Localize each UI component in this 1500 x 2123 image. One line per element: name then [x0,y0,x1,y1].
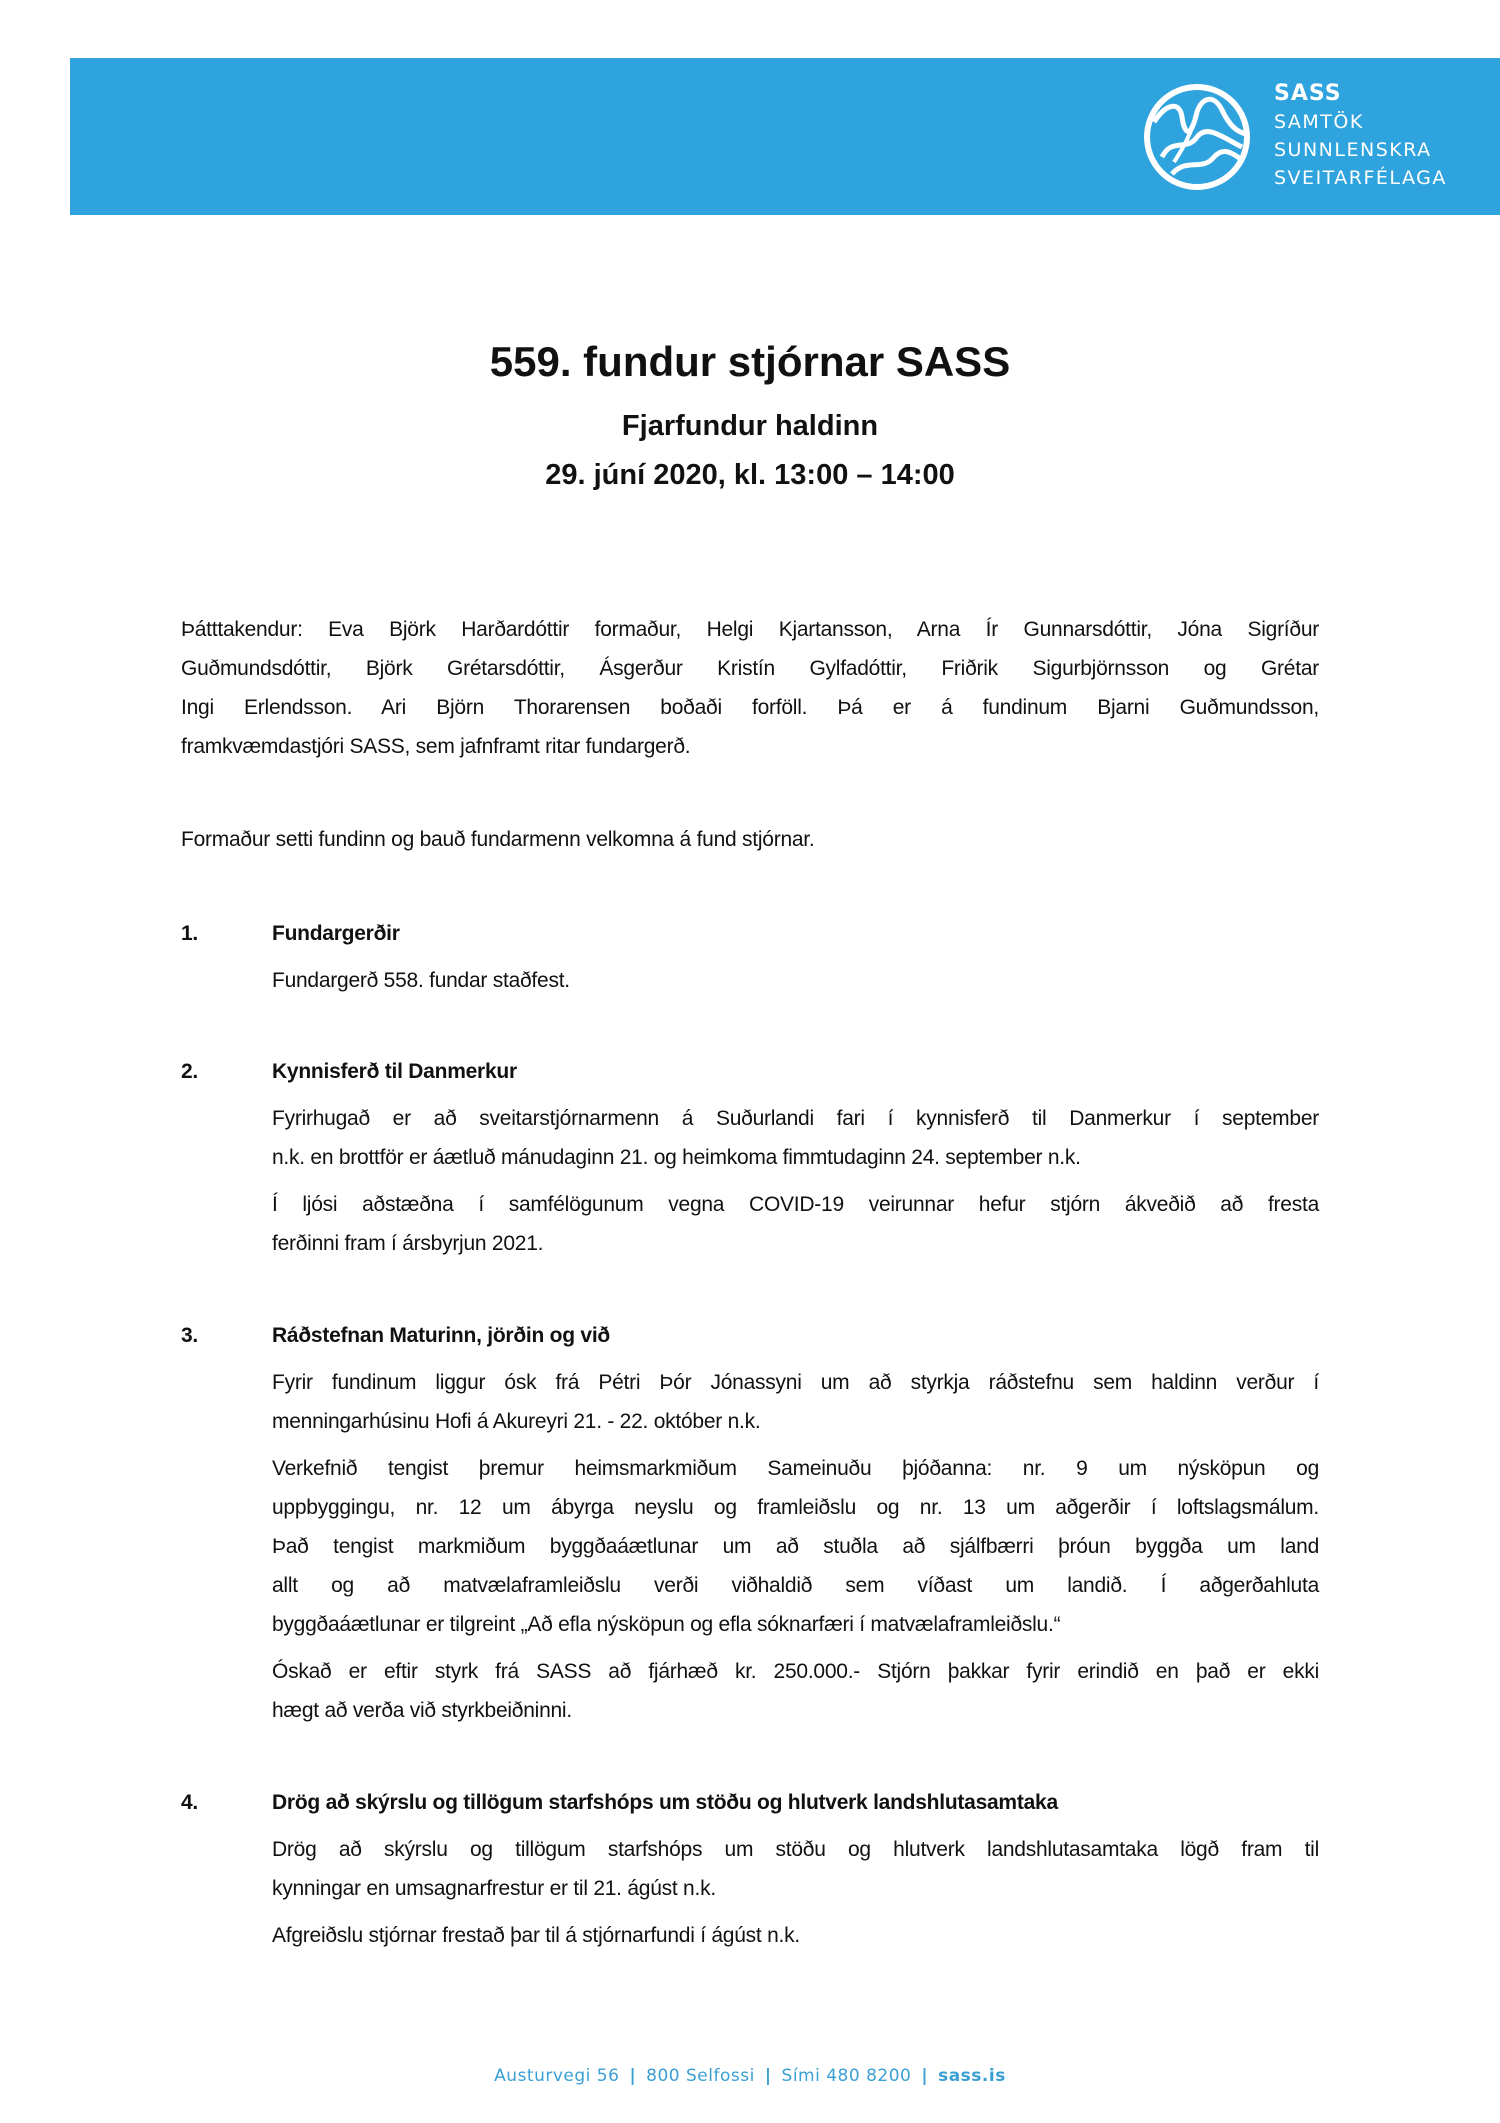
footer-separator: | [764,2066,772,2086]
text-line: Afgreiðslu stjórnar frestað þar til á stjórnarfundi í ágúst n.k. [272,1924,800,1947]
item-number: 3. [181,1324,199,1347]
item-heading: Fundargerðir [272,922,400,945]
item-heading: Ráðstefnan Maturinn, jörðin og við [272,1324,610,1347]
brand-line: SAMTÖK [1274,111,1364,133]
text-line: hægt að verða við styrkbeiðninni. [272,1699,572,1722]
text-line: ferðinni fram í ársbyrjun 2021. [272,1232,544,1255]
agenda-item [181,1783,1319,1955]
brand-short: SASS [1274,81,1342,106]
item-paragraph [272,1185,1319,1263]
text-line: framkvæmdastjóri SASS, sem jafnframt ritar fundargerð. [181,735,691,758]
text-line: Óskað er eftir styrk frá SASS að fjárhæð kr. 250.000.- Stjórn þakkar fyrir erindið en það er ekki [272,1660,1319,1683]
text-line: allt og að matvælaframleiðslu verði viðhaldið sem víðast um landið. Í aðgerðahluta [272,1574,1319,1597]
item-heading: Kynnisferð til Danmerkur [272,1060,517,1083]
footer-city: 800 Selfossi [646,2066,755,2086]
agenda-item [181,914,1319,1000]
footer-address: Austurvegi 56 [494,2066,620,2086]
opening-paragraph [181,820,1319,859]
meeting-date: 29. júní 2020, kl. 13:00 – 14:00 [545,459,955,491]
item-content [272,1316,1319,1730]
text-line: Verkefnið tengist þremur heimsmarkmiðum Sameinuðu þjóðanna: nr. 9 um nýsköpun og [272,1457,1319,1480]
footer-separator: | [921,2066,929,2086]
text-line: Þátttakendur: Eva Björk Harðardóttir formaður, Helgi Kjartansson, Arna Ír Gunnarsdóttir, Jóna Sigríður [181,618,1319,641]
agenda-item [181,1052,1319,1263]
text-line: menningarhúsinu Hofi á Akureyri 21. - 22. október n.k. [272,1410,761,1433]
text-line: Guðmundsdóttir, Björk Grétarsdóttir, Ásgerður Kristín Gylfadóttir, Friðrik Sigurbjörnsson og Grétar [181,657,1319,680]
item-content [272,914,1319,1000]
text-line: uppbyggingu, nr. 12 um ábyrga neyslu og framleiðslu og nr. 13 um aðgerðir í loftslagsmálum. [272,1496,1319,1519]
text-line: Fyrir fundinum liggur ósk frá Pétri Þór Jónassyni um að styrkja ráðstefnu sem haldinn verður í [272,1371,1319,1394]
item-paragraph [272,961,1319,1000]
item-paragraph [272,1830,1319,1908]
brand-line: SVEITARFÉLAGA [1274,167,1447,189]
item-content [272,1052,1319,1263]
item-paragraph [272,1363,1319,1441]
text-line: Það tengist markmiðum byggðaáætlunar um að stuðla að sjálfbærri þróun byggða um land [272,1535,1319,1558]
page-title: 559. fundur stjórnar SASS [489,338,1011,385]
text-line: Fyrirhugað er að sveitarstjórnarmenn á Suðurlandi fari í kynnisferð til Danmerkur í september [272,1107,1319,1130]
item-number: 1. [181,922,199,945]
sass-logo-icon [1142,82,1252,192]
item-paragraph [272,1449,1319,1644]
text-line: Í ljósi aðstæðna í samfélögunum vegna COVID-19 veirunnar hefur stjórn ákveðið að fresta [272,1193,1319,1216]
item-paragraph [272,1916,1319,1955]
text-line: Drög að skýrslu og tillögum starfshóps um stöðu og hlutverk landshlutasamtaka lögð fram til [272,1838,1319,1861]
brand-name [1274,80,1447,192]
text-line: byggðaáætlunar er tilgreint „Að efla nýsköpun og efla sóknarfæri í matvælaframleiðslu.“ [272,1613,1061,1636]
text-line: Ingi Erlendsson. Ari Björn Thorarensen boðaði forföll. Þá er á fundinum Bjarni Guðmundsson, [181,696,1319,719]
footer-website-link[interactable]: sass.is [938,2066,1006,2086]
text-line: Fundargerð 558. fundar staðfest. [272,969,570,992]
text-line: Formaður setti fundinn og bauð fundarmenn velkomna á fund stjórnar. [181,828,815,851]
footer-phone: Sími 480 8200 [781,2066,912,2086]
item-paragraph [272,1652,1319,1730]
footer-contact [0,2066,1500,2086]
item-heading: Drög að skýrslu og tillögum starfshóps um stöðu og hlutverk landshlutasamtaka [272,1791,1058,1814]
item-content [272,1783,1319,1955]
page-subtitle: Fjarfundur haldinn [621,410,879,442]
item-number: 2. [181,1060,199,1083]
item-number: 4. [181,1791,199,1814]
participants-paragraph [181,610,1319,766]
text-line: kynningar en umsagnarfrestur er til 21. ágúst n.k. [272,1877,716,1900]
brand-line: SUNNLENSKRA [1274,139,1432,161]
item-paragraph [272,1099,1319,1177]
footer-separator: | [629,2066,637,2086]
agenda-item [181,1316,1319,1730]
text-line: n.k. en brottför er áætluð mánudaginn 21. og heimkoma fimmtudaginn 24. september n.k. [272,1146,1081,1169]
